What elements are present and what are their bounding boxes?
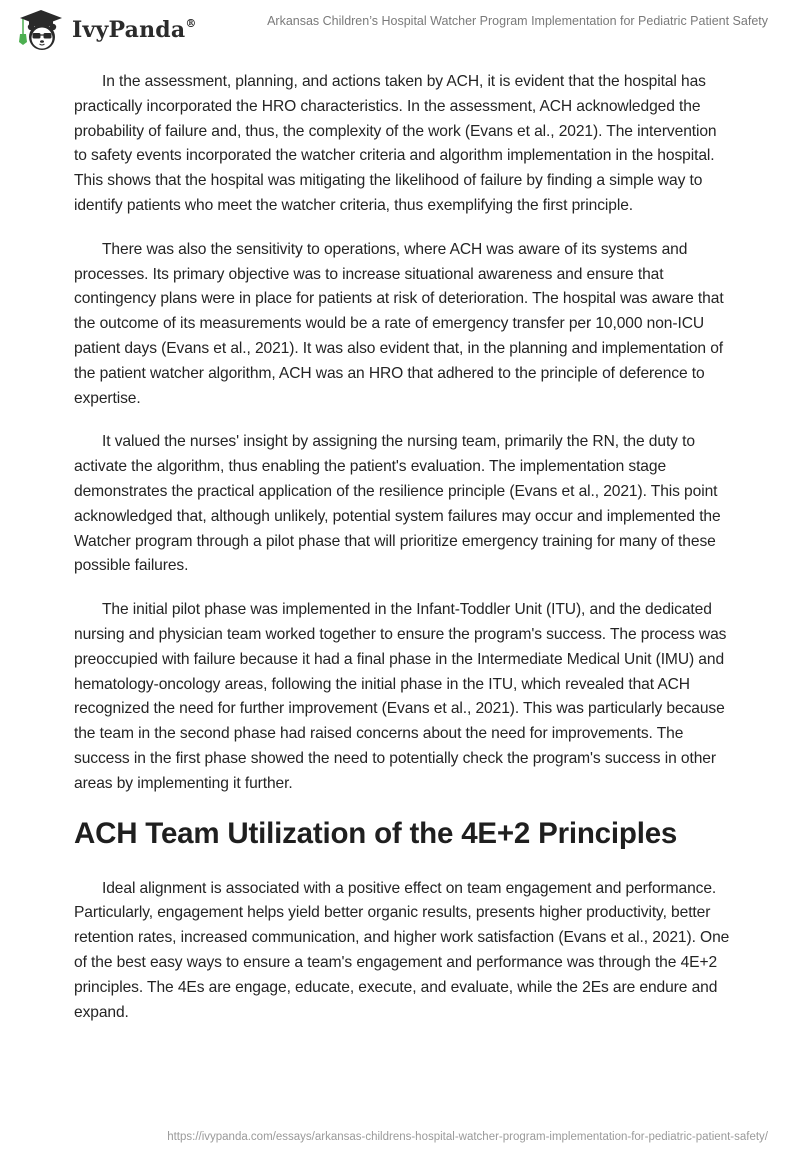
source-url[interactable]: https://ivypanda.com/essays/arkansas-childrens-hospital-watcher-program-implementation-for-pediatric-patient-safety/	[167, 1131, 768, 1143]
paragraph: There was also the sensitivity to operations, where ACH was aware of its systems and processes. Its primary objective was to increase situational awareness and ensure that contingency plans were in place for patients at risk of deterioration. The hospital was aware that the outcome of its measurements would be a rate of emergency transfer per 10,000 non-ICU patient days (Evans et al., 2021). It was also evident that, in the planning and implementation of the patient watcher algorithm, ACH was an HRO that adhered to the principle of deference to expertise.	[74, 240, 724, 407]
brand-logo[interactable]	[18, 8, 197, 52]
brand-name: IvyPanda®	[72, 17, 197, 43]
panda-graduate-icon	[18, 8, 64, 52]
paragraph: The initial pilot phase was implemented in the Infant-Toddler Unit (ITU), and the dedicated nursing and physician team worked together to ensure the program's success. The process was preoccupied with failure because it had a final phase in the Intermediate Medical Unit (IMU) and hematology-oncology areas, following the initial phase in the ITU, which revealed that ACH recognized the need for further improvement (Evans et al., 2021). This was particularly because the team in the second phase had raised concerns about the need for improvements. The success in the first phase showed the need to potentially check the program's success in other areas by implementing it further.	[74, 601, 727, 792]
document-title: Arkansas Children’s Hospital Watcher Program Implementation for Pediatric Patient Safety	[267, 14, 768, 28]
essay-body	[74, 70, 730, 1044]
page-header	[0, 0, 800, 56]
paragraph: It valued the nurses' insight by assigning the nursing team, primarily the RN, the duty to activate the algorithm, thus enabling the patient's evaluation. The implementation stage demonstrates the practical application of the resilience principle (Evans et al., 2021). This point acknowledged that, although unlikely, potential system failures may occur and implemented the Watcher program through a pilot phase that will prioritize emergency training for many of these possible failures.	[74, 433, 721, 575]
paragraph: In the assessment, planning, and actions taken by ACH, it is evident that the hospital has practically incorporated the HRO characteristics. In the assessment, ACH acknowledged the probability of failure and, thus, the complexity of the work (Evans et al., 2021). The intervention to safety events incorporated the watcher criteria and algorithm implementation in the hospital. This shows that the hospital was mitigating the likelihood of failure by finding a simple way to identify patients who meet the watcher criteria, thus exemplifying the first principle.	[74, 73, 717, 214]
paragraph: Ideal alignment is associated with a positive effect on team engagement and performance. Particularly, engagement helps yield better organic results, presents higher productivity, better retention rates, increased communication, and higher work satisfaction (Evans et al., 2021). One of the best easy ways to ensure a team's engagement and performance was through the 4E+2 principles. The 4Es are engage, educate, execute, and evaluate, while the 2Es are endure and expand.	[74, 879, 730, 1021]
section-heading: ACH Team Utilization of the 4E+2 Principles	[74, 816, 678, 850]
